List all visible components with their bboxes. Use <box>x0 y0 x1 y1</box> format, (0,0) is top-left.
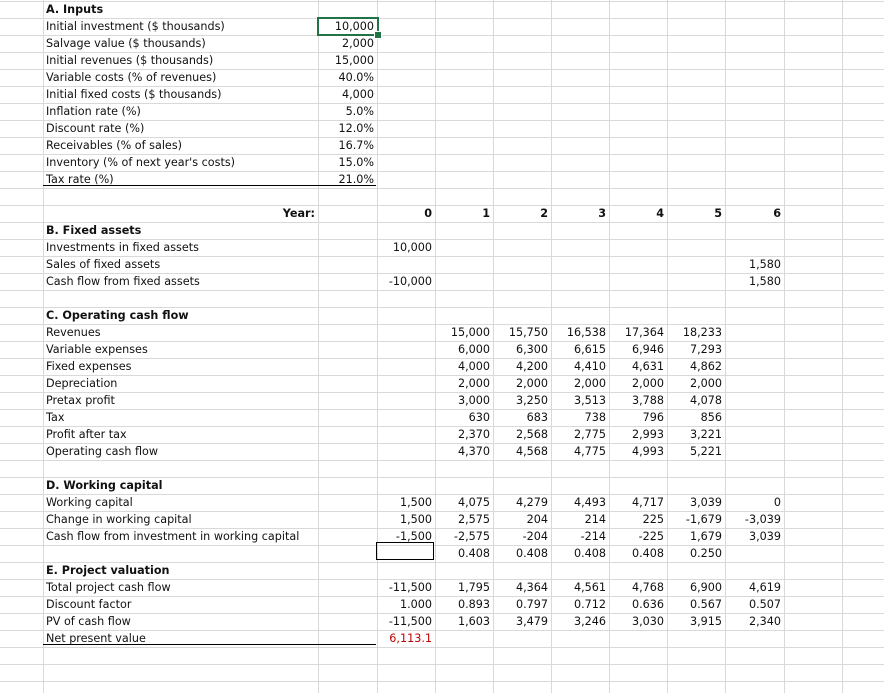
operating-value-cell[interactable]: 3,250 <box>515 394 548 407</box>
valuation-value-cell[interactable]: -11,500 <box>388 615 432 628</box>
fixed-assets-value-cell[interactable]: 1,580 <box>748 275 781 288</box>
valuation-row-label[interactable]: Net present value <box>46 632 146 645</box>
operating-row-label[interactable]: Profit after tax <box>46 428 127 441</box>
section-title-inputs[interactable]: A. Inputs <box>46 3 104 16</box>
operating-row-label[interactable]: Operating cash flow <box>46 445 159 458</box>
valuation-value-cell[interactable]: -11,500 <box>388 581 432 594</box>
operating-value-cell[interactable]: 2,993 <box>631 428 664 441</box>
working-capital-value-cell[interactable]: 0 <box>773 496 781 509</box>
operating-value-cell[interactable]: 4,200 <box>515 360 548 373</box>
working-capital-value-cell[interactable]: 0.408 <box>573 547 606 560</box>
year-header-cell[interactable]: 0 <box>424 207 432 220</box>
working-capital-value-cell[interactable]: -1,500 <box>395 530 432 543</box>
working-capital-value-cell[interactable]: 1,500 <box>399 513 432 526</box>
valuation-value-cell[interactable]: 3,030 <box>631 615 664 628</box>
working-capital-value-cell[interactable]: 225 <box>642 513 664 526</box>
working-capital-value-cell[interactable]: -204 <box>522 530 548 543</box>
operating-value-cell[interactable]: 796 <box>642 411 664 424</box>
operating-value-cell[interactable]: 15,750 <box>508 326 548 339</box>
discount-row-box <box>376 542 434 560</box>
fixed-assets-row-label[interactable]: Sales of fixed assets <box>46 258 161 271</box>
input-value[interactable]: 4,000 <box>341 88 374 101</box>
operating-value-cell[interactable]: 4,631 <box>631 360 664 373</box>
valuation-value-cell[interactable]: 4,768 <box>631 581 664 594</box>
operating-value-cell[interactable]: 4,410 <box>573 360 606 373</box>
operating-value-cell[interactable]: 7,293 <box>689 343 722 356</box>
working-capital-value-cell[interactable]: 4,493 <box>573 496 606 509</box>
operating-value-cell[interactable]: 738 <box>584 411 606 424</box>
operating-row-label[interactable]: Revenues <box>46 326 101 339</box>
working-capital-value-cell[interactable]: -1,679 <box>685 513 722 526</box>
valuation-value-cell[interactable]: 0.712 <box>573 598 606 611</box>
working-capital-row-label[interactable]: Working capital <box>46 496 133 509</box>
valuation-value-cell[interactable]: 3,479 <box>515 615 548 628</box>
valuation-row-label[interactable]: Discount factor <box>46 598 132 611</box>
valuation-value-cell[interactable]: 3,246 <box>573 615 606 628</box>
operating-value-cell[interactable]: 630 <box>468 411 490 424</box>
operating-value-cell[interactable]: 4,078 <box>689 394 722 407</box>
valuation-value-cell[interactable]: 0.567 <box>689 598 722 611</box>
input-label[interactable]: Initial investment ($ thousands) <box>46 20 225 33</box>
year-header-cell[interactable]: 1 <box>482 207 490 220</box>
fixed-assets-value-cell[interactable]: 1,580 <box>748 258 781 271</box>
operating-value-cell[interactable]: 4,000 <box>457 360 490 373</box>
operating-value-cell[interactable]: 3,788 <box>631 394 664 407</box>
section-title-fixed-assets[interactable]: B. Fixed assets <box>46 224 142 237</box>
operating-value-cell[interactable]: 2,000 <box>631 377 664 390</box>
operating-value-cell[interactable]: 2,000 <box>573 377 606 390</box>
valuation-value-cell[interactable]: 0.636 <box>631 598 664 611</box>
input-value[interactable]: 21.0% <box>338 173 374 186</box>
input-value[interactable]: 40.0% <box>338 71 374 84</box>
input-value[interactable]: 2,000 <box>341 37 374 50</box>
operating-row-label[interactable]: Variable expenses <box>46 343 148 356</box>
working-capital-value-cell[interactable]: -3,039 <box>744 513 781 526</box>
section-title-working-capital[interactable]: D. Working capital <box>46 479 163 492</box>
working-capital-value-cell[interactable]: 4,075 <box>457 496 490 509</box>
valuation-value-cell[interactable]: 0.507 <box>748 598 781 611</box>
working-capital-value-cell[interactable]: -214 <box>580 530 606 543</box>
working-capital-value-cell[interactable]: 2,575 <box>457 513 490 526</box>
operating-value-cell[interactable]: 6,946 <box>631 343 664 356</box>
input-label[interactable]: Inventory (% of next year's costs) <box>46 156 236 169</box>
input-value[interactable]: 16.7% <box>338 139 374 152</box>
operating-row-label[interactable]: Depreciation <box>46 377 118 390</box>
valuation-value-cell[interactable]: 1.000 <box>399 598 432 611</box>
year-header-cell[interactable]: 5 <box>714 207 722 220</box>
input-label[interactable]: Initial fixed costs ($ thousands) <box>46 88 222 101</box>
fill-handle[interactable] <box>374 31 382 39</box>
working-capital-value-cell[interactable]: 4,717 <box>631 496 664 509</box>
working-capital-value-cell[interactable]: 1,500 <box>399 496 432 509</box>
working-capital-value-cell[interactable]: 3,039 <box>689 496 722 509</box>
input-value[interactable]: 12.0% <box>338 122 374 135</box>
valuation-value-cell[interactable]: 3,915 <box>689 615 722 628</box>
valuation-value-cell[interactable]: 6,900 <box>689 581 722 594</box>
working-capital-value-cell[interactable]: 0.408 <box>515 547 548 560</box>
year-header-cell[interactable]: 3 <box>598 207 606 220</box>
input-label[interactable]: Inflation rate (%) <box>46 105 141 118</box>
input-label[interactable]: Salvage value ($ thousands) <box>46 37 206 50</box>
valuation-value-cell[interactable]: 1,603 <box>457 615 490 628</box>
operating-value-cell[interactable]: 4,993 <box>631 445 664 458</box>
input-label[interactable]: Discount rate (%) <box>46 122 145 135</box>
input-value[interactable]: 15,000 <box>334 54 374 67</box>
operating-value-cell[interactable]: 18,233 <box>682 326 722 339</box>
working-capital-value-cell[interactable]: 1,679 <box>689 530 722 543</box>
working-capital-value-cell[interactable]: 204 <box>526 513 548 526</box>
fixed-assets-value-cell[interactable]: 10,000 <box>392 241 432 254</box>
fixed-assets-value-cell[interactable]: -10,000 <box>388 275 432 288</box>
valuation-value-cell[interactable]: 4,561 <box>573 581 606 594</box>
working-capital-value-cell[interactable]: -2,575 <box>453 530 490 543</box>
operating-value-cell[interactable]: 3,000 <box>457 394 490 407</box>
working-capital-value-cell[interactable]: -225 <box>638 530 664 543</box>
operating-value-cell[interactable]: 3,221 <box>689 428 722 441</box>
valuation-value-cell[interactable]: 1,795 <box>457 581 490 594</box>
operating-value-cell[interactable]: 2,000 <box>457 377 490 390</box>
operating-value-cell[interactable]: 6,615 <box>573 343 606 356</box>
npv-value[interactable]: 6,113.1 <box>389 632 432 645</box>
working-capital-row-label[interactable]: Cash flow from investment in working capital <box>46 530 300 543</box>
input-label[interactable]: Variable costs (% of revenues) <box>46 71 217 84</box>
input-label[interactable]: Receivables (% of sales) <box>46 139 183 152</box>
valuation-value-cell[interactable]: 4,619 <box>748 581 781 594</box>
operating-value-cell[interactable]: 4,568 <box>515 445 548 458</box>
input-label[interactable]: Tax rate (%) <box>46 173 114 186</box>
operating-value-cell[interactable]: 2,775 <box>573 428 606 441</box>
working-capital-value-cell[interactable]: 0.250 <box>689 547 722 560</box>
input-value[interactable]: 10,000 <box>334 20 374 33</box>
valuation-value-cell[interactable]: 4,364 <box>515 581 548 594</box>
operating-value-cell[interactable]: 2,000 <box>515 377 548 390</box>
year-header-cell[interactable]: 4 <box>656 207 664 220</box>
operating-value-cell[interactable]: 4,370 <box>457 445 490 458</box>
operating-row-label[interactable]: Fixed expenses <box>46 360 132 373</box>
input-value[interactable]: 15.0% <box>338 156 374 169</box>
year-header-cell[interactable]: 2 <box>540 207 548 220</box>
operating-value-cell[interactable]: 17,364 <box>624 326 664 339</box>
valuation-value-cell[interactable]: 0.893 <box>457 598 490 611</box>
operating-value-cell[interactable]: 2,568 <box>515 428 548 441</box>
operating-value-cell[interactable]: 15,000 <box>450 326 490 339</box>
operating-row-label[interactable]: Pretax profit <box>46 394 115 407</box>
valuation-value-cell[interactable]: 2,340 <box>748 615 781 628</box>
working-capital-value-cell[interactable]: 3,039 <box>748 530 781 543</box>
operating-value-cell[interactable]: 4,775 <box>573 445 606 458</box>
working-capital-value-cell[interactable]: 0.408 <box>457 547 490 560</box>
valuation-row-label[interactable]: Total project cash flow <box>46 581 171 594</box>
input-value[interactable]: 5.0% <box>345 105 374 118</box>
operating-value-cell[interactable]: 3,513 <box>573 394 606 407</box>
fixed-assets-row-label[interactable]: Investments in fixed assets <box>46 241 199 254</box>
working-capital-value-cell[interactable]: 214 <box>584 513 606 526</box>
year-header-cell[interactable]: 6 <box>773 207 781 220</box>
fixed-assets-row-label[interactable]: Cash flow from fixed assets <box>46 275 200 288</box>
operating-value-cell[interactable]: 683 <box>526 411 548 424</box>
operating-value-cell[interactable]: 2,370 <box>457 428 490 441</box>
operating-row-label[interactable]: Tax <box>46 411 65 424</box>
year-label[interactable]: Year: <box>282 207 315 220</box>
valuation-row-label[interactable]: PV of cash flow <box>46 615 131 628</box>
operating-value-cell[interactable]: 856 <box>700 411 722 424</box>
operating-value-cell[interactable]: 16,538 <box>566 326 606 339</box>
input-label[interactable]: Initial revenues ($ thousands) <box>46 54 214 67</box>
valuation-value-cell[interactable]: 0.797 <box>515 598 548 611</box>
operating-value-cell[interactable]: 6,000 <box>457 343 490 356</box>
working-capital-row-label[interactable]: Change in working capital <box>46 513 192 526</box>
working-capital-value-cell[interactable]: 4,279 <box>515 496 548 509</box>
operating-value-cell[interactable]: 4,862 <box>689 360 722 373</box>
operating-value-cell[interactable]: 5,221 <box>689 445 722 458</box>
operating-value-cell[interactable]: 6,300 <box>515 343 548 356</box>
section-title-valuation[interactable]: E. Project valuation <box>46 564 170 577</box>
section-title-operating[interactable]: C. Operating cash flow <box>46 309 189 322</box>
working-capital-value-cell[interactable]: 0.408 <box>631 547 664 560</box>
operating-value-cell[interactable]: 2,000 <box>689 377 722 390</box>
